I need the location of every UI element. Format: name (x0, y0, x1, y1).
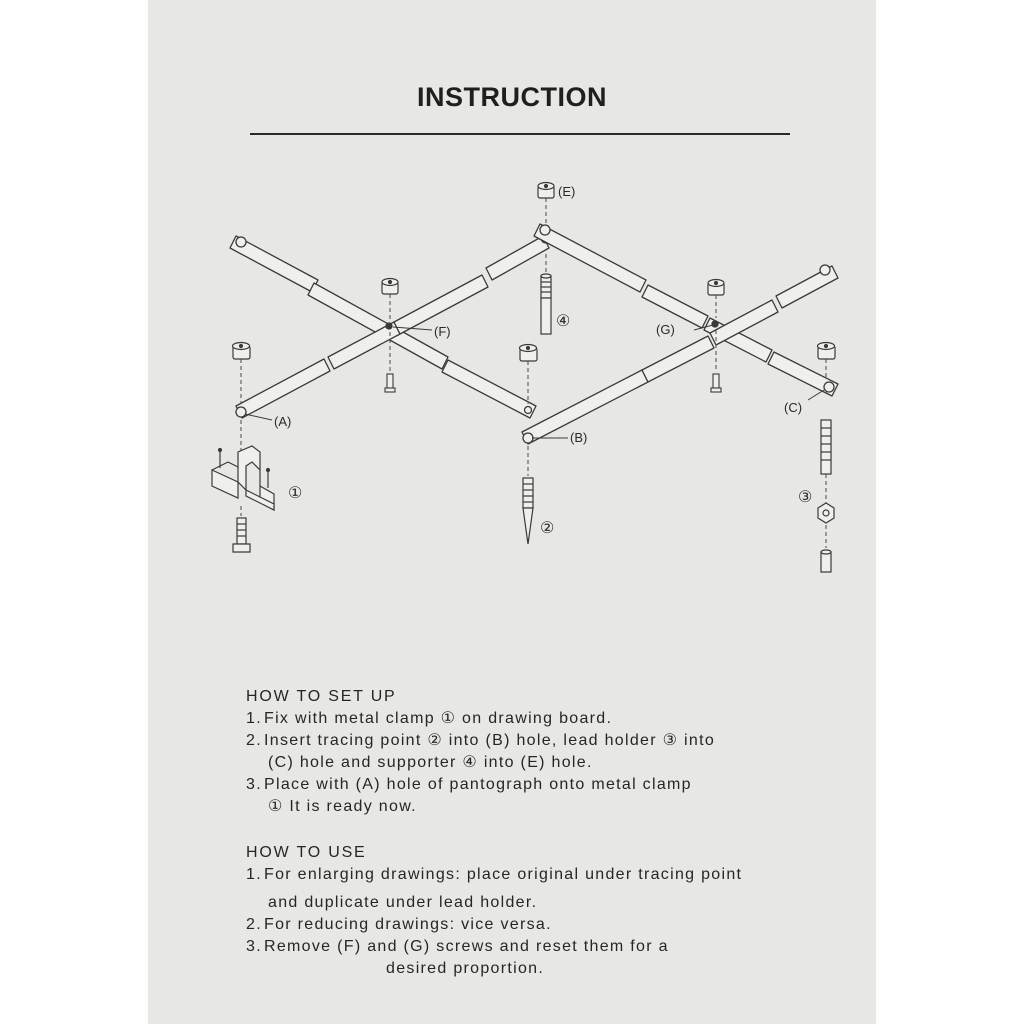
page-margin-left (0, 0, 148, 1024)
use-section (246, 842, 742, 980)
step-text-continued: and duplicate under lead holder. (268, 894, 538, 911)
label-e: (E) (558, 184, 576, 199)
knob-a (233, 343, 251, 360)
label-a: (A) (274, 414, 292, 429)
tracing-point (523, 478, 533, 544)
step-text: For enlarging drawings: place original under tracing point (264, 866, 743, 883)
step-number: 1. (246, 866, 262, 883)
setup-step-2 (246, 730, 715, 752)
pantograph-diagram (148, 0, 876, 660)
step-number: 1. (246, 710, 262, 727)
page-margin-right (876, 0, 1024, 1024)
step-number: 3. (246, 938, 262, 955)
step-text: Place with (A) hole of pantograph onto metal clamp (264, 776, 692, 793)
step-number: 2. (246, 732, 262, 749)
step-text: For reducing drawings: vice versa. (264, 916, 552, 933)
label-part-3: ③ (798, 489, 813, 506)
setup-step-1 (246, 708, 715, 730)
screw-g (711, 374, 721, 392)
knob-c (818, 343, 836, 360)
label-part-2: ② (540, 520, 555, 537)
clamp-bolt (233, 518, 250, 552)
page-title: INSTRUCTION (417, 82, 607, 112)
use-step-3 (246, 936, 742, 958)
knob-g (708, 280, 724, 296)
use-step-1 (246, 864, 742, 886)
metal-clamp (212, 446, 274, 510)
instruction-sheet (148, 0, 876, 1024)
knob-e (538, 183, 554, 199)
pantograph-arm-right-upper (534, 224, 838, 396)
pantograph-arm-right-lower (522, 265, 838, 444)
label-part-1: ① (288, 485, 303, 502)
step-text: Insert tracing point ② into (B) hole, lead holder ③ into (264, 732, 716, 749)
knob-b (520, 345, 538, 362)
step-text-continued: (C) hole and supporter ④ into (E) hole. (268, 754, 593, 771)
step-number: 3. (246, 776, 262, 793)
use-step-2 (246, 914, 742, 936)
setup-heading: HOW TO SET UP (246, 688, 397, 705)
step-text: Remove (F) and (G) screws and reset them for a (264, 938, 669, 955)
step-number: 2. (246, 916, 262, 933)
supporter-rod (541, 274, 551, 334)
use-heading: HOW TO USE (246, 844, 367, 861)
step-text-continued: ① It is ready now. (268, 798, 417, 815)
knob-f (382, 279, 398, 295)
step-text-continued: desired proportion. (386, 960, 545, 977)
label-f: (F) (434, 324, 451, 339)
label-c: (C) (784, 400, 803, 415)
screw-f (385, 374, 395, 392)
label-g: (G) (656, 322, 675, 337)
setup-step-3 (246, 774, 715, 796)
step-text: Fix with metal clamp ① on drawing board. (264, 710, 613, 727)
label-part-4: ④ (556, 313, 571, 330)
setup-section (246, 686, 715, 818)
label-b: (B) (570, 430, 588, 445)
